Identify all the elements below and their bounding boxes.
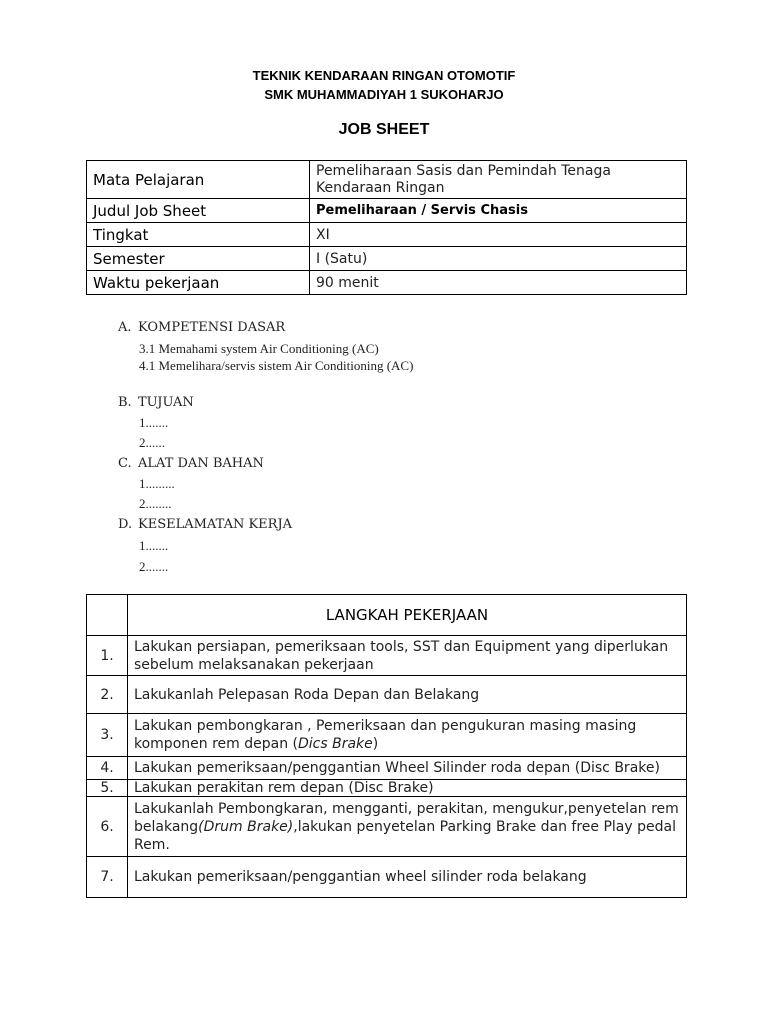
step-number: 3. — [87, 714, 128, 757]
step-text-part: Lakukan pembongkaran , Pemeriksaan dan pengukuran masing masing komponen rem depan ( — [134, 718, 637, 752]
section-title: KESELAMATAN KERJA — [138, 517, 293, 532]
info-row — [87, 161, 687, 199]
info-value: 90 menit — [310, 271, 687, 295]
table-row — [87, 714, 687, 757]
section-title: KOMPETENSI DASAR — [138, 320, 286, 335]
section-title: TUJUAN — [138, 395, 194, 410]
info-label: Semester — [87, 247, 310, 271]
section-heading — [118, 320, 285, 335]
page-title: JOB SHEET — [338, 121, 430, 138]
step-text-part: ) — [372, 736, 379, 752]
list-item: 2...... — [139, 435, 165, 450]
step-number: 4. — [87, 757, 128, 780]
step-text-emphasis: Dics Brake — [297, 736, 373, 752]
info-value: I (Satu) — [310, 247, 687, 271]
info-value: Pemeliharaan / Servis Chasis — [310, 199, 687, 223]
info-table — [86, 160, 687, 295]
steps-table — [86, 594, 687, 898]
table-row — [87, 676, 687, 714]
section-letter: C. — [118, 456, 132, 471]
step-text-emphasis: (Drum Brake) — [198, 818, 294, 835]
step-text: Lakukan pemeriksaan/penggantian wheel silinder roda belakang — [128, 857, 687, 898]
section-heading — [118, 517, 292, 532]
steps-header-number-cell — [87, 595, 128, 636]
section-letter: B. — [118, 395, 132, 410]
section-heading — [118, 395, 194, 410]
section-heading — [118, 456, 264, 471]
list-item: 2....... — [139, 559, 169, 574]
list-item: 1....... — [139, 538, 169, 553]
info-label: Mata Pelajaran — [87, 161, 310, 199]
list-item: 2........ — [139, 496, 172, 511]
info-value: Pemeliharaan Sasis dan Pemindah Tenaga Kendaraan Ringan — [310, 161, 687, 199]
step-text-part: ,lakukan penyetelan Parking Brake dan free Play pedal Rem. — [134, 818, 676, 853]
step-text: Lakukan persiapan, pemeriksaan tools, SST dan Equipment yang diperlukan sebelum melaksanakan pekerjaan — [128, 636, 687, 676]
step-text — [128, 797, 687, 857]
list-item: 1......... — [139, 476, 175, 491]
info-label: Tingkat — [87, 223, 310, 247]
steps-heading: LANGKAH PEKERJAAN — [128, 595, 687, 636]
info-label: Waktu pekerjaan — [87, 271, 310, 295]
step-number: 6. — [87, 797, 128, 857]
section-letter: A. — [118, 320, 132, 335]
school-department: TEKNIK KENDARAAN RINGAN OTOMOTIF — [252, 68, 516, 83]
table-row — [87, 797, 687, 857]
section-title: ALAT DAN BAHAN — [138, 456, 264, 471]
list-item: 3.1 Memahami system Air Conditioning (AC) — [139, 341, 379, 356]
table-row — [87, 636, 687, 676]
table-row — [87, 757, 687, 780]
step-text: Lakukan pemeriksaan/penggantian Wheel Silinder roda depan (Disc Brake) — [128, 757, 687, 780]
step-text-part: Lakukanlah Pembongkaran, mengganti, perakitan, mengukur,penyetelan rem belakang — [134, 800, 679, 835]
step-text — [128, 714, 687, 757]
section-letter: D. — [118, 517, 133, 532]
table-row — [87, 857, 687, 898]
steps-header-row — [87, 595, 687, 636]
info-row — [87, 199, 687, 223]
school-name: SMK MUHAMMADIYAH 1 SUKOHARJO — [264, 87, 504, 102]
step-text: Lakukan perakitan rem depan (Disc Brake) — [128, 780, 687, 797]
table-row — [87, 780, 687, 797]
list-item: 4.1 Memelihara/servis sistem Air Conditioning (AC) — [139, 358, 414, 373]
step-text: Lakukanlah Pelepasan Roda Depan dan Belakang — [128, 676, 687, 714]
step-number: 1. — [87, 636, 128, 676]
info-value: XI — [310, 223, 687, 247]
info-label: Judul Job Sheet — [87, 199, 310, 223]
step-number: 2. — [87, 676, 128, 714]
list-item: 1....... — [139, 415, 169, 430]
step-number: 5. — [87, 780, 128, 797]
info-row — [87, 223, 687, 247]
info-row — [87, 271, 687, 295]
info-row — [87, 247, 687, 271]
step-number: 7. — [87, 857, 128, 898]
